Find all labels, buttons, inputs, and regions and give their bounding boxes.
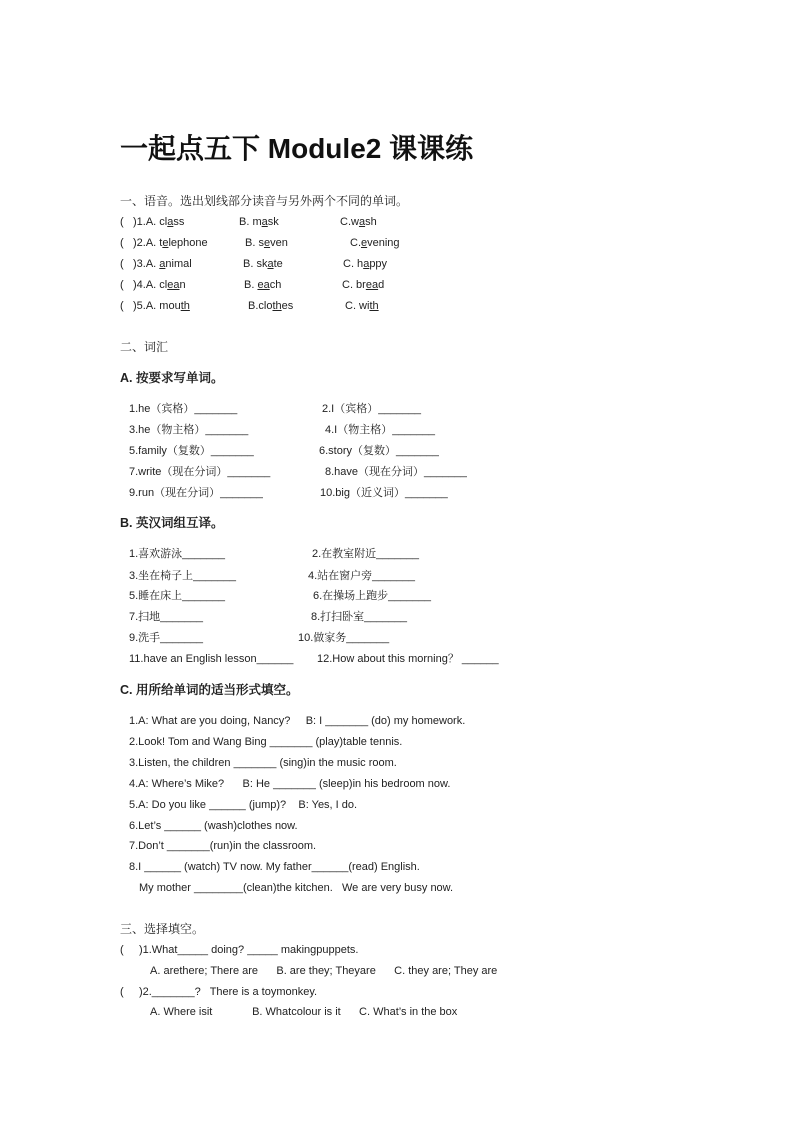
fill-blank-item: My mother ________(clean)the kitchen. We are very busy now. bbox=[139, 882, 454, 894]
underlined-letters: a bbox=[363, 258, 370, 270]
option-a: )5.A. mouth bbox=[133, 300, 190, 312]
underlined-letters: a bbox=[267, 258, 274, 270]
option-b: B.clothes bbox=[248, 300, 294, 312]
option-c: C. bread bbox=[342, 279, 385, 291]
vocab-item: 1.he（宾格）_______ bbox=[129, 403, 238, 415]
phrase-item: 1.喜欢游泳_______ bbox=[129, 548, 225, 560]
choice-question: ( )1.What_____ doing? _____ makingpuppets. bbox=[120, 944, 359, 956]
phrase-item: 10.做家务_______ bbox=[298, 632, 390, 644]
fill-blank-item: 8.I ______ (watch) TV now. My father______(read) English. bbox=[129, 861, 420, 873]
fill-blank-item: 1.A: What are you doing, Nancy? B: I _______ (do) my homework. bbox=[129, 715, 466, 727]
vocab-item: 9.run（现在分词）_______ bbox=[129, 487, 263, 499]
phrase-item: 8.打扫卧室_______ bbox=[311, 611, 407, 623]
phrase-item: 3.坐在椅子上_______ bbox=[129, 570, 236, 582]
option-a: )2.A. telephone bbox=[133, 237, 208, 249]
fill-blank-item: 5.A: Do you like ______ (jump)? B: Yes, I do. bbox=[129, 799, 358, 811]
choice-options: A. Where isit B. Whatcolour is it C. What’s in the box bbox=[150, 1006, 458, 1018]
phrase-item: 7.扫地_______ bbox=[129, 611, 203, 623]
underlined-letters: ea bbox=[365, 279, 379, 291]
vocab-b-heading: B. 英汉词组互译。 bbox=[120, 516, 224, 530]
option-c: C. happy bbox=[343, 258, 388, 270]
phrase-item: 11.have an English lesson______ bbox=[129, 653, 294, 665]
vocab-c-heading: C. 用所给单词的适当形式填空。 bbox=[120, 683, 299, 697]
phrase-item: 4.站在窗户旁_______ bbox=[308, 570, 415, 582]
option-b: B. seven bbox=[245, 237, 288, 249]
option-b: B. each bbox=[244, 279, 282, 291]
vocab-item: 3.he（物主格）_______ bbox=[129, 424, 249, 436]
phrase-item: 12.How about this morning？ ______ bbox=[317, 653, 499, 665]
option-b: B. skate bbox=[243, 258, 283, 270]
underlined-letters: a bbox=[358, 216, 366, 228]
phrase-item: 9.洗手_______ bbox=[129, 632, 203, 644]
vocab-item: 10.big（近义词）_______ bbox=[320, 487, 448, 499]
answer-bracket: ( bbox=[120, 279, 124, 291]
fill-blank-item: 2.Look! Tom and Wang Bing _______ (play)table tennis. bbox=[129, 736, 403, 748]
answer-bracket: ( bbox=[120, 300, 124, 312]
underlined-letters: ea bbox=[167, 279, 180, 291]
fill-blank-item: 6.Let’s ______ (wash)clothes now. bbox=[129, 820, 298, 832]
vocab-item: 6.story（复数）_______ bbox=[319, 445, 439, 457]
vocab-item: 7.write（现在分词）_______ bbox=[129, 466, 271, 478]
underlined-letters: ea bbox=[257, 279, 270, 291]
section1-heading: 一、语音。选出划线部分读音与另外两个不同的单词。 bbox=[120, 194, 409, 208]
underlined-letters: a bbox=[261, 216, 268, 228]
choice-question: ( )2._______? There is a toymonkey. bbox=[120, 986, 318, 998]
phrase-item: 2.在教室附近_______ bbox=[312, 548, 419, 560]
option-c: C.evening bbox=[350, 237, 400, 249]
underlined-letters: a bbox=[159, 258, 166, 270]
vocab-item: 2.I（宾格）_______ bbox=[322, 403, 422, 415]
section3-heading: 三、选择填空。 bbox=[120, 922, 205, 936]
section2-heading: 二、词汇 bbox=[120, 340, 169, 354]
option-b: B. mask bbox=[239, 216, 279, 228]
answer-bracket: ( bbox=[120, 258, 124, 270]
option-a: )3.A. animal bbox=[133, 258, 192, 270]
vocab-item: 5.family（复数）_______ bbox=[129, 445, 254, 457]
choice-options: A. arethere; There are B. are they; Theyare C. they are; They are bbox=[150, 965, 498, 977]
answer-bracket: ( bbox=[120, 216, 124, 228]
underlined-letters: th bbox=[180, 300, 190, 312]
phrase-item: 6.在操场上跑步_______ bbox=[313, 590, 431, 602]
vocab-a-heading: A. 按要求写单词。 bbox=[120, 371, 224, 385]
fill-blank-item: 7.Don’t _______(run)in the classroom. bbox=[129, 840, 317, 852]
underlined-letters: th bbox=[369, 300, 379, 312]
underlined-letters: e bbox=[162, 237, 169, 249]
underlined-letters: e bbox=[263, 237, 271, 249]
option-a: )4.A. clean bbox=[133, 279, 186, 291]
option-c: C. with bbox=[345, 300, 379, 312]
page-title: 一起点五下 Module2 课课练 bbox=[120, 133, 474, 164]
option-a: )1.A. class bbox=[133, 216, 185, 228]
vocab-item: 4.I（物主格）_______ bbox=[325, 424, 436, 436]
fill-blank-item: 3.Listen, the children _______ (sing)in the music room. bbox=[129, 757, 397, 769]
fill-blank-item: 4.A: Where’s Mike? B: He _______ (sleep)in his bedroom now. bbox=[129, 778, 451, 790]
underlined-letters: a bbox=[167, 216, 174, 228]
option-c: C.wash bbox=[340, 216, 377, 228]
underlined-letters: th bbox=[272, 300, 282, 312]
underlined-letters: e bbox=[361, 237, 368, 249]
phrase-item: 5.睡在床上_______ bbox=[129, 590, 225, 602]
answer-bracket: ( bbox=[120, 237, 124, 249]
vocab-item: 8.have（现在分词）_______ bbox=[325, 466, 467, 478]
